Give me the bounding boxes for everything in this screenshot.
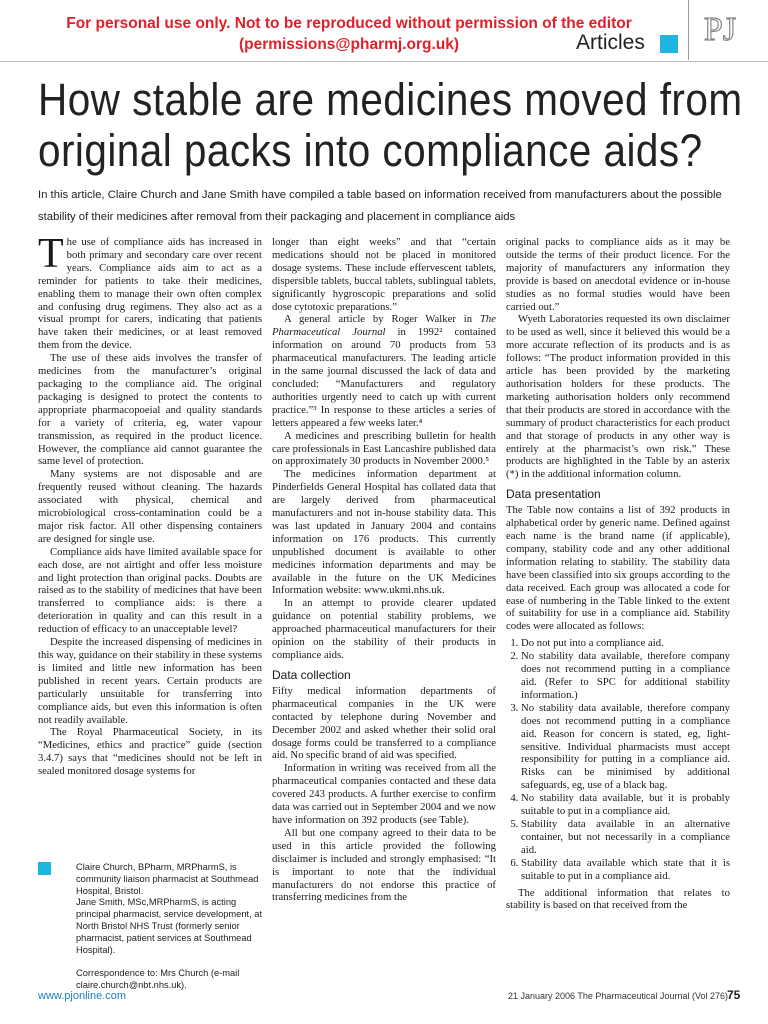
standfirst bbox=[38, 184, 738, 228]
title-line-2: original packs into compliance aids? bbox=[38, 125, 703, 176]
paragraph: Many systems are not disposable and are frequently reused without cleaning. The hazards associated with physical, chemical and microbiological cross-contamination could be a major risk factor. All other dispensing containers are designed for single use. bbox=[38, 468, 262, 545]
copyright-notice-line2: (permissions@pharmj.org.uk) bbox=[238, 36, 460, 53]
paragraph: A general article by Roger Walker in The Pharmaceutical Journal in 1992² contained information on around 70 products from 53 pharmaceutical manufacturers. The leading article in the same journal discussed the lack of data and concluded: “Manufacturers and regulatory authorities urgently need to catch up with current practice.”³ In response to these articles a series of letters appeared a few weeks later.⁴ bbox=[272, 313, 497, 429]
standfirst-line-1: In this article, Claire Church and Jane Smith have compiled a table based on information received from manufacturers about the possible bbox=[38, 189, 722, 201]
paragraph: The Table now contains a list of 392 products in alphabetical order by generic name. Defined against each name is the brand name (if applicable), company, stability code and any other additional information relating to stability. The stability data have been classified into six groups according to the data received. Each group was allocated a code for ease of numbering in the Table linked to the extent of suitability for use in a compliance aid. Stability codes were allocated as follows: bbox=[506, 504, 730, 633]
subheading-data-presentation: Data presentation bbox=[506, 487, 601, 502]
paragraph: Compliance aids have limited available space for each dose, are not airtight and offer less moisture and light protection than original packs. Doubts are raised as to the stability of medicines that have been transferred to compliance aids: is there a deterioration in quality and can this result in a reduction of efficacy to an unacceptable level? bbox=[38, 545, 262, 636]
paragraph: Wyeth Laboratories requested its own disclaimer to be used as well, since it believed this would be a more accurate reflection of its products and is as follows: “The product information provided in this article has been provided by the marketing authorisation holders for these products. The marketing authorisation holders only recommend that their products are stored in accordance with the summary of product characteristics for each product and that storage of products in any other way is entirely at the pharmacist’s own risk.” These products are highlighted in the Table by an asterix (*) in the additional information column. bbox=[506, 313, 730, 481]
body-column-2 bbox=[272, 236, 496, 904]
stability-code-list bbox=[506, 637, 730, 882]
paragraph: Despite the increased dispensing of medicines in this way, guidance on their stability in these systems is limited and little new information has been published in recent years. Certain products are particularly unsuitable for transferring into compliance aids, but even this information is often not readily available. bbox=[38, 636, 263, 726]
correspondence-note: Correspondence to: Mrs Church (e-mail claire.church@nbt.nhs.uk). bbox=[76, 968, 240, 991]
footer-issue-info: 21 January 2006 The Pharmaceutical Journal (Vol 276) bbox=[508, 991, 728, 1001]
copyright-notice-line1: For personal use only. Not to be reproduced without permission of the editor bbox=[66, 15, 632, 32]
paragraph: A medicines and prescribing bulletin for health care professionals in East Lancashire published data on approximately 30 products in November 2000.⁵ bbox=[272, 429, 496, 468]
header-divider bbox=[688, 0, 689, 60]
paragraph: The use of these aids involves the transfer of medicines from the manufacturer’s original packaging to the compliance aid. The original packaging is designed to protect the contents to appropriate pharmacopoeial and quality standards for a variety of criteria, eg, water vapour transmission, as required in the product licence. However, the compliance aid cannot guarantee the same level of protection. bbox=[38, 352, 262, 468]
header-rule bbox=[0, 61, 768, 62]
paragraph: original packs to compliance aids as it may be outside the terms of their product licence. For the majority of manufacturers any information they provide is based on anecdotal evidence or in-house studies as no formal studies would have been carried out.” bbox=[506, 236, 730, 313]
list-item: 6. Stability data available which state that it is suitable to put in a compliance aid. bbox=[521, 857, 730, 883]
paragraph: The additional information that relates to stability is based on that received from the bbox=[506, 886, 730, 912]
paragraph: All but one company agreed to their data to be used in this article provided the following disclaimer is included and strongly emphasised: “It is important to note that the individual manufacturers do not endorse this practice of transferring medicines from the bbox=[272, 826, 496, 904]
paragraph: The use of compliance aids has increased in both primary and secondary care over recent years. Compliance aids aim to act as a reminder for patients to take their medicines, enabling them to manage their own often complex and confusing drug regimens. They also act as a visual prompt for carers, indicating that patients have taken their medicines, or at least removed them from the device. bbox=[38, 231, 262, 352]
paragraph: longer than eight weeks” and that “certain medications should not be placed in monitored dosage systems. These include effervescent tablets, dispersible tablets, buccal tablets, sublingual tablets, significantly hygroscopic preparations and solid dose cytotoxic preparations.” bbox=[272, 236, 496, 313]
paragraph: The Royal Pharmaceutical Society, in its “Medicines, ethics and practice” guide (section 3.4.7) says that “medicines should not be left in sealed monitored dosage systems for bbox=[38, 726, 262, 778]
paragraph: In an attempt to provide clearer updated guidance on potential stability problems, we approached pharmaceutical manufacturers for their opinion on the stability of their products in compliance aids. bbox=[272, 597, 496, 661]
journal-name: The Pharmaceutical Journal bbox=[272, 313, 497, 339]
pj-logo-icon bbox=[698, 6, 742, 50]
paragraph: Fifty medical information departments of pharmaceutical companies in the UK were contacted by telephone during November and December 2002 and asked whether their solid oral dosage forms could be transferred to a compliance aid. No specific brand of aid was specified. bbox=[272, 684, 496, 762]
author-bio-2: Jane Smith, MSc,MRPharmS, is acting principal pharmacist, service development, at North Bristol NHS Trust (formerly senior pharmacist, patient services at Southmead Hospital). bbox=[76, 897, 263, 955]
svg-text:PJ: PJ bbox=[703, 11, 737, 48]
body-column-3 bbox=[506, 236, 730, 912]
standfirst-line-2: stability of their medicines after removal from their packaging and placement in compliance aids bbox=[38, 211, 516, 223]
subheading-data-collection: Data collection bbox=[272, 667, 351, 682]
paragraph: Information in writing was received from all the pharmaceutical companies contacted and these data covered 243 products. A further exercise to confirm data was carried out in September 2004 and we now have information on 392 products (see Table). bbox=[272, 762, 496, 826]
section-label: Articles bbox=[576, 31, 645, 54]
drop-cap: T bbox=[38, 231, 64, 277]
bio-square-icon bbox=[38, 862, 51, 875]
list-item: 5. Stability data available in an alternative container, but not necessarily in a compliance aid. bbox=[521, 818, 730, 857]
list-item: 4. No stability data available, but it is probably suitable to put in a compliance aid. bbox=[521, 792, 730, 818]
page-number: 75 bbox=[727, 988, 741, 1002]
list-item: 2. No stability data available, therefore company does not recommend putting in a compliance aid. (Refer to SPC for additional stability information.) bbox=[521, 650, 730, 702]
article-title bbox=[38, 74, 758, 176]
section-square-icon bbox=[660, 35, 678, 53]
list-item: 3. No stability data available, therefore company does not recommend putting in a compliance aid. Reason for concern is stated, eg, light-sensitive. Individual pharmacists must accept responsibility for putting in a compliance aid. Risks can be minimised by additional safeguards, eg, use of a black bag. bbox=[521, 702, 730, 792]
author-bio-1: Claire Church, BPharm, MRPharmS, is community liaison pharmacist at Southmead Hospital, Bristol. bbox=[76, 862, 259, 896]
list-item: 1. Do not put into a compliance aid. bbox=[521, 637, 730, 650]
title-line-1: How stable are medicines moved from bbox=[38, 74, 743, 125]
paragraph: The medicines information department at Pinderfields General Hospital has collated data that are largely derived from pharmaceutical manufacturers and not in-house stability data. This was last updated in January 2004 and contains information on 176 products. This currently unpublished document is available to other medicines information departments and may be available in the future on the UK Medicines Information website: www.ukmi.nhs.uk. bbox=[272, 468, 496, 597]
body-column-1 bbox=[38, 231, 263, 778]
footer-website-link[interactable]: www.pjonline.com bbox=[38, 990, 127, 1002]
